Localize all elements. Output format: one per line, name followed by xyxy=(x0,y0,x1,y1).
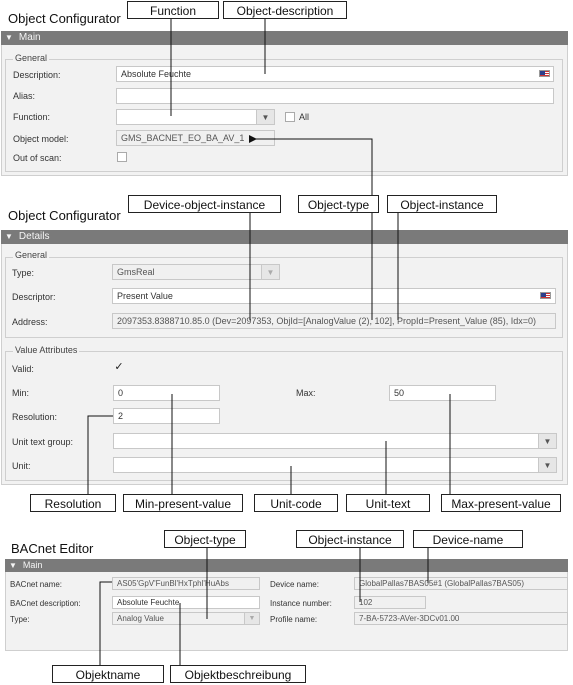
all-label: All xyxy=(299,112,310,122)
oc1-callout-lines xyxy=(0,0,573,200)
callout-device-name: Device-name xyxy=(413,530,523,548)
device-name-label: Device name: xyxy=(270,580,319,589)
type-select xyxy=(112,264,280,280)
oc1-title: Object Configurator xyxy=(8,11,121,26)
profile-name-label: Profile name: xyxy=(270,615,318,624)
bacnet-name-field: AS05'GpV'FunBl'HxTphl'HuAbs xyxy=(112,577,260,590)
bac-title: BACnet Editor xyxy=(11,541,94,556)
callout-object-type: Object-type xyxy=(298,195,379,213)
description-label: Description: xyxy=(13,70,61,80)
chevron-down-icon: ▼ xyxy=(244,613,259,624)
oc2-details-bar[interactable] xyxy=(1,230,568,244)
unit-text-group-select[interactable] xyxy=(113,433,557,449)
out-of-scan-label: Out of scan: xyxy=(13,153,62,163)
bac-type-select xyxy=(112,612,260,625)
min-label: Min: xyxy=(12,388,30,398)
oc1-general-label: General xyxy=(15,53,48,63)
callout-object-instance: Object-instance xyxy=(387,195,497,213)
valid-label: Valid: xyxy=(12,364,34,374)
profile-name-field: 7-BA-5723-AVer-3DCv01.00 xyxy=(354,612,568,625)
callout-unit-code: Unit-code xyxy=(254,494,338,512)
unit-label: Unit: xyxy=(12,461,31,471)
callout-objektname: Objektname xyxy=(52,665,164,683)
bac-main-bar[interactable] xyxy=(5,559,568,572)
object-model-label: Object model: xyxy=(13,134,69,144)
callout-max-present-value: Max-present-value xyxy=(441,494,561,512)
collapse-icon[interactable]: ▼ xyxy=(5,232,13,241)
resolution-field[interactable]: 2 xyxy=(113,408,220,424)
callout-objektbeschreibung: Objektbeschreibung xyxy=(170,665,306,683)
chevron-down-icon[interactable]: ▼ xyxy=(538,458,556,472)
type-value: GmsReal xyxy=(117,267,155,277)
callout-device-object-instance: Device-object-instance xyxy=(128,195,281,213)
bacnet-description-field[interactable]: Absolute Feuchte xyxy=(112,596,260,609)
chevron-down-icon[interactable]: ▼ xyxy=(538,434,556,448)
callout-min-present-value: Min-present-value xyxy=(123,494,243,512)
chevron-down-icon[interactable]: ▼ xyxy=(256,110,274,124)
type-label: Type: xyxy=(12,268,35,278)
max-label: Max: xyxy=(296,388,316,398)
oc1-bar-label: Main xyxy=(18,32,41,43)
oc2-title: Object Configurator xyxy=(8,208,121,223)
valid-check-icon[interactable]: ✓ xyxy=(114,361,124,373)
resolution-label: Resolution: xyxy=(12,412,58,422)
callout-resolution: Resolution xyxy=(30,494,116,512)
instance-number-label: Instance number: xyxy=(270,599,332,608)
device-name-field: GlobalPallas7BAS05#1 (GlobalPallas7BAS05) xyxy=(354,577,568,590)
max-field[interactable]: 50 xyxy=(389,385,496,401)
oc2-bar-label: Details xyxy=(18,231,50,242)
function-label: Function: xyxy=(13,112,51,122)
bacnet-name-label: BACnet name: xyxy=(10,580,63,589)
alias-label: Alias: xyxy=(13,91,36,101)
descriptor-value: Present Value xyxy=(117,291,173,301)
callout-bac-object-type: Object-type xyxy=(164,530,246,548)
descriptor-label: Descriptor: xyxy=(12,292,56,302)
address-label: Address: xyxy=(12,317,48,327)
bac-type-value: Analog Value xyxy=(117,614,164,623)
collapse-icon[interactable]: ▼ xyxy=(9,561,17,570)
bac-bar-label: Main xyxy=(22,560,43,570)
callout-object-description: Object-description xyxy=(223,1,347,19)
collapse-icon[interactable]: ▼ xyxy=(5,33,13,42)
unit-select[interactable] xyxy=(113,457,557,473)
object-model-field: GMS_BACNET_EO_BA_AV_1 xyxy=(116,130,275,146)
us-flag-icon[interactable] xyxy=(540,292,551,299)
callout-function: Function xyxy=(127,1,219,19)
oc2-general-label: General xyxy=(15,250,48,260)
bac-type-label: Type: xyxy=(10,615,30,624)
chevron-down-icon: ▼ xyxy=(261,265,279,279)
value-attributes-label: Value Attributes xyxy=(15,345,78,355)
address-field: 2097353.8388710.85.0 (Dev=2097353, ObjId=[AnalogValue (2), 102], PropId=Present_Value (85), Idx=0) xyxy=(112,313,556,329)
unit-text-group-label: Unit text group: xyxy=(12,437,74,447)
instance-number-field: 102 xyxy=(354,596,426,609)
callout-bac-object-instance: Object-instance xyxy=(296,530,404,548)
bacnet-description-label: BACnet description: xyxy=(10,599,81,608)
callout-unit-text: Unit-text xyxy=(346,494,430,512)
min-field[interactable]: 0 xyxy=(113,385,220,401)
description-value: Absolute Feuchte xyxy=(121,69,192,79)
descriptor-field[interactable] xyxy=(112,288,556,304)
